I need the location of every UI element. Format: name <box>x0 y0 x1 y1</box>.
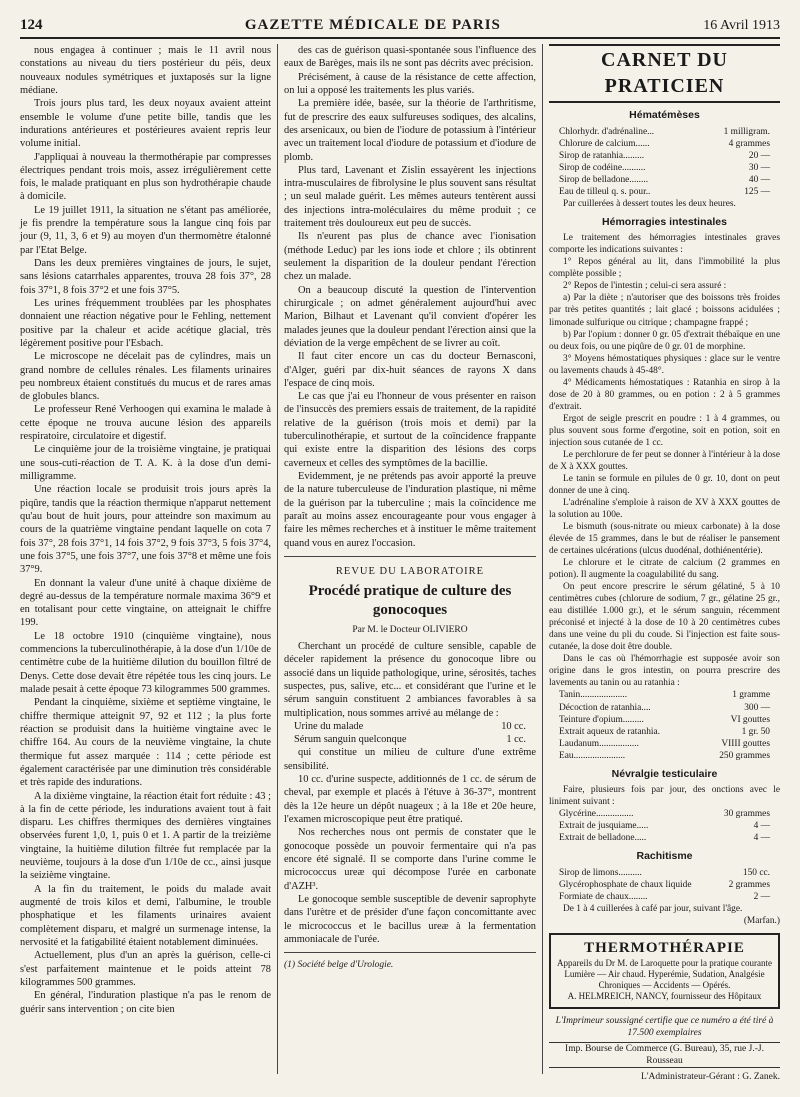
paragraph: Evidemment, je ne prétends pas avoir apporté la preuve de la nature tuberculeuse de l'induration plastique, ni même de la guérison par la tuberculine ; mais la coïncidence me paraît au moins assez encourageante pour vous engager à faire les mêmes recherches et à instituer le même traitement quand vous en aurez l'occasion. <box>284 471 536 549</box>
ingredient-row <box>549 162 780 174</box>
ingredient-qty: VIIII gouttes <box>721 738 770 749</box>
paragraph: Ergot de seigle prescrit en poudre : 1 à 4 grammes, ou plus souvent sous forme d'ergotine, soit en potion, soit en injection sous cutanée de 1 cc. <box>549 413 780 448</box>
ingredient-name: Décoction de ratanhia.... <box>559 702 651 713</box>
ad-line: Chroniques — Accidents — Opérés. <box>598 980 731 991</box>
paragraph: Trois jours plus tard, les deux noyaux avaient atteint ensemble le volume d'une petite bille, tandis que les indurations antérieures et postérieures avaient repris leur volume initial. <box>20 98 271 150</box>
paragraph: nous engagea à continuer ; mais le 11 avril nous constations au niveau du tiers postérieur du péis, deux nouveaux nodules symétriques et juxtaposés sur la ligne médiane. <box>20 45 271 96</box>
paragraph: Les urines fréquemment troublées par les phosphates donnaient une réaction négative pour le Fehling, nettement positive par la chaleur et acide acétique glacial, très légèrement positive pour l'Esbach. <box>20 297 271 349</box>
advertisement <box>549 933 780 1009</box>
imprint-line: L'Imprimeur soussigné certifie que ce numéro a été tiré à 17.500 exemplaires <box>555 1015 774 1038</box>
paragraph: Le cas que j'ai eu l'honneur de vous présenter en raison de l'insuccès des premiers essais de traitement, de la rapidité relative de la guérison (trois mois et demi) par la tuberculinothérapie, et surtout de la coïncidence frappante qui existe entre la disparition des lésions des corps caverneux et celles des symptômes de la bacillie. <box>284 391 536 469</box>
ingredient-row <box>549 714 780 726</box>
article-body <box>284 640 536 720</box>
ingredient-row <box>549 867 780 879</box>
ingredient-row <box>549 832 780 844</box>
paragraph: Le microscope ne décelait pas de cylindres, mais un grand nombre de cellules rénales. Les filaments urinaires peu nombreux étaient constitués du mucus et de rares amas de globules blancs. <box>20 351 271 403</box>
paragraph: Dans le cas où l'hémorrhagie est supposée avoir son origine dans le gros intestin, on pourra prescrire des lavements au tanin ou au ratanhia : <box>549 654 780 689</box>
ingredient-row <box>549 726 780 738</box>
journal-title: GAZETTE MÉDICALE DE PARIS <box>244 17 501 33</box>
ingredient-row <box>549 891 780 903</box>
ingredient-row <box>549 186 780 198</box>
column-divider <box>542 44 543 1074</box>
ingredient-row <box>549 689 780 701</box>
ingredient-name: Urine du malade <box>294 720 364 732</box>
ingredient-qty: 10 cc. <box>501 720 526 732</box>
imprint-line: L'Administrateur-Gérant : G. Zanek. <box>641 1072 780 1083</box>
ingredient-row <box>549 750 780 762</box>
paragraph: 3° Moyens hémostatiques physiques : glace sur le ventre ou lavements chauds à 45-48°. <box>549 353 780 376</box>
ingredient-qty: 125 — <box>744 186 770 197</box>
paragraph: Le gonocoque semble susceptible de devenir saprophyte dans l'urètre et de présider d'une façon concomittante avec le micrococcus et le bacillus ureæ à la fermentation ammoniacale de l'urée. <box>284 893 536 945</box>
ingredient-row <box>549 702 780 714</box>
ingredient-name: Chlorhydr. d'adrénaline... <box>559 126 655 137</box>
paragraph: 10 cc. d'urine suspecte, additionnés de 1 cc. de sérum de cheval, par exemple et placés à l'étuve à 36-37°, montrent dès la 12e heure un dépôt nuageux ; à la 18e et 20e heure, l'examen microscopique peut être pratiqué. <box>284 774 536 826</box>
ingredient-qty: 2 grammes <box>728 879 770 890</box>
section-hemorragies: Hémorragies intestinales <box>602 215 727 228</box>
ingredient-row <box>549 138 780 150</box>
paragraph: Le 19 juillet 1911, la situation ne s'étant pas améliorée, je fis prendre la température sous la langue cinq fois par jour (9, 11, 3, 6 et 9) au moyen d'un thermomètre étalonné par l'Etat Belge. <box>20 204 271 256</box>
paragraph: 2° Repos de l'intestin ; celui-ci sera assuré : <box>563 281 727 292</box>
page-header <box>20 12 780 39</box>
nevralgie-text: Faire, plusieurs fois par jour, des onctions avec le liniment suivant : <box>549 785 780 808</box>
ingredient-row <box>549 174 780 186</box>
column-1 <box>20 44 271 1016</box>
paragraph: Le 18 octobre 1910 (cinquième vingtaine), nous commencions la tuberculinothérapie, à la dose d'un 1/10e de centimètre cube de la huitième dilution du bouillon filtré de Denys. Cette dose devait être répétée tous les cinq jours. Le malade pesait à cette époque 73 kilogrammes 500 grammes. <box>20 630 271 695</box>
ingredient-qty: 40 — <box>748 174 770 185</box>
paragraph: En donnant la valeur d'une unité à chaque dixième de degré au-dessus de la température normale maxima 36°9 et en totalisant pour cette vingtaine, on atteignait le chiffre 199. <box>20 577 271 629</box>
ingredient-name: Eau...................... <box>559 750 626 761</box>
footnote: (1) Société belge d'Urologie. <box>284 960 394 971</box>
paragraph: 4° Médicaments hémostatiques : Ratanhia en sirop à la dose de 20 à 80 grammes, ou en potion : 2 à 5 grammes d'extrait. <box>549 377 780 412</box>
ingredient-qty: 4 — <box>753 821 770 832</box>
paragraph: Le chlorure et le citrate de calcium (2 grammes en potion). Il augmente la coagulabilité du sang. <box>549 558 780 581</box>
carnet-title: CARNET DU PRATICIEN <box>549 44 780 103</box>
paragraph: Le bismuth (sous-nitrate ou mieux carbonate) à la dose élevée de 15 grammes, dans le but de réaliser le pansement de certaines ulcérations (ulcus duodénal, dothiénentérie). <box>549 522 780 557</box>
prescription-list <box>549 808 780 844</box>
prescription-list <box>549 689 780 761</box>
ingredient-qty: 1 gr. 50 <box>741 726 770 737</box>
ingredient-name: Extrait aqueux de ratanhia. <box>559 726 660 737</box>
paragraph: qui constitue un milieu de culture d'une extrême sensibilité. <box>284 747 536 772</box>
ingredient-name: Sirop de belladone........ <box>559 174 649 185</box>
paragraph: On peut encore prescrire le sérum gélatiné, 5 à 10 centimètres cubes (chlorure de sodium, 7 gr., gélatine 25 gr., eau distillée 1.000 gr.), et le sérum sanguin, récemment préconisé et injecté à la dose de 10 à 20 centimètres cubes dans une veine du pli du coude. Si l'injection est faite sous-cutanée, la dose doit être double. <box>549 582 780 653</box>
prescription-note: Par cuillerées à dessert toutes les deux heures. <box>563 198 736 209</box>
paragraph: 1° Repos général au lit, dans l'immobilité la plus complète possible ; <box>549 257 780 280</box>
ingredient-row <box>284 733 536 746</box>
ingredient-name: Tanin.................... <box>559 690 628 701</box>
ad-brand: THERMOTHÉRAPIE <box>584 939 745 956</box>
ingredient-name: Glycérophosphate de chaux liquide <box>559 879 692 890</box>
signature: (Marfan.) <box>743 915 780 926</box>
paragraph: Le tanin se formule en pilules de 0 gr. 10, dont on peut donner de une à cinq. <box>549 473 780 496</box>
section-hematemeses: Hématémèses <box>629 109 700 122</box>
ingredient-qty: 4 grammes <box>728 138 770 149</box>
imprint-line: Imp. Bourse de Commerce (G. Bureau), 35, rue J.-J. Rousseau <box>549 1042 780 1068</box>
ingredient-name: Sirop de ratanhia......... <box>559 150 645 161</box>
paragraph: Une réaction locale se produisit trois jours après la piqûre, tandis que la réaction thermique n'apparut nettement qu'au bout de huit jours, pour atteindre son maximum au cours de la quatrième vingtaine pendant laquelle on cota 7 fois 37°, 28 fois 37°1, 14 fois 37°2, 9 fois 37°3, 5 fois 37°4, une fois 37°5, une fois 37°7, une fois 37°8 et même une fois 37°9. <box>20 484 271 576</box>
paragraph: Le professeur René Verhoogen qui examina le malade à cette époque ne trouva aucune lésion des appareils respiratoire, circulatoire et digestif. <box>20 404 271 443</box>
ingredient-qty: 150 cc. <box>742 867 770 878</box>
ingredient-name: Glycérine................ <box>559 809 634 820</box>
section-title: REVUE DU LABORATOIRE <box>335 565 485 577</box>
ingredient-name: Sirop de limons.......... <box>559 867 642 878</box>
ingredient-qty: 2 — <box>753 891 770 902</box>
ingredient-row <box>549 150 780 162</box>
paragraph: A la dixième vingtaine, la réaction était fort réduite : 43 ; à la fin de cette période, les indurations avaient tout à fait disparu. Les chiffres thermiques des dernières vingtaines observées furent 1,0, 1, puis 0 et 1. A partir de la treizième vingtaine, la huitième dilution filtrée fut remplacée par la neuvième, toujours à la dose d'un 1/10e de cc., ainsi jusque la seizième vingtaine. <box>20 790 271 882</box>
ingredient-qty: 1 cc. <box>506 734 526 746</box>
paragraph: Il faut citer encore un cas du docteur Bernasconi, d'Alger, guéri par dix-huit séances de rayons X dans l'espace de cinq mois. <box>284 351 536 389</box>
paragraph: Pendant la cinquième, sixième et septième vingtaine, le chiffre thermique atteignit 97, 92 et 112 ; la plus forte réaction se produisit dans la huitième vingtaine avec le chiffre 164. Au cours de la neuvième vingtaine, la chute thermique fut assez marquée : 114 ; cette période est également caractérisée par une diminution très considérable et très rapide des indurations. <box>20 697 271 789</box>
ad-line: Lumière — Air chaud. Hyperémie, Sudation, Analgésie <box>564 968 765 979</box>
ingredient-row <box>549 820 780 832</box>
prescription-list <box>549 126 780 198</box>
paragraph: La première idée, basée, sur la théorie de l'arthritisme, fut de prescrire des eaux sulfureuses sodiques, des alcalins, des arsenicaux, ou bien de l'iodure de potassium à l'intérieur avec un traitement local d'iodure de potassium et d'iodure de plomb. <box>284 98 536 163</box>
paragraph: On a beaucoup discuté la question de l'intervention chirurgicale ; on admet généralement aujourd'hui avec Marion, Bilhaut et Lavenant qu'il convient d'opérer les malades jeunes que la douleur pendant l'érection ainsi que la déviation de la verge empêchent de se livrer au coït. <box>284 284 536 349</box>
ingredient-qty: 4 — <box>753 833 770 844</box>
ad-line: A. HELMREICH, NANCY, fournisseur des Hôpitaux <box>567 991 762 1002</box>
paragraph: b) Par l'opium : donner 0 gr. 05 d'extrait thébaïque en une ou deux fois, ou une piqûre de 0 gr. 01 de morphine. <box>549 329 780 352</box>
ingredient-qty: 20 — <box>748 150 770 161</box>
column-divider <box>277 44 278 1074</box>
ingredient-qty: 30 — <box>748 162 770 173</box>
ingredient-name: Laudanum................. <box>559 738 639 749</box>
column-2 <box>284 44 536 971</box>
paragraph: Le perchlorure de fer peut se donner à l'intérieur à la dose de X à XXX gouttes. <box>549 449 780 472</box>
paragraph: Actuellement, plus d'un an après la guérison, celle-ci s'est parfaitement maintenue et le poids atteint 78 kilogrammes 500 grammes. <box>20 950 271 988</box>
prescription-list <box>549 867 780 903</box>
ingredient-row <box>284 720 536 733</box>
paragraph: Le cinquième jour de la troisième vingtaine, je pratiquai une sous-cuti-réaction de T. A. K. à la dose d'un demi-milligramme. <box>20 444 271 482</box>
paragraph: A la fin du traitement, le poids du malade avait augmenté de trois kilos et demi, l'albumine, le trouble phosphatique et les filaments urinaires avaient complètement disparu, et malgré un surmenage intense, la nervosité et la fatigabilité étaient notablement diminuées. <box>20 883 271 948</box>
column-3 <box>549 44 780 1083</box>
paragraph: Nos recherches nous ont permis de constater que le gonocoque possède un pouvoir fermentaire qui n'a pas encore été signalé. Il se comporte dans l'urine comme le micrococcus ureæ qui décompose l'urée en carbonate d'AZH³. <box>284 827 536 892</box>
ingredient-name: Extrait de belladone..... <box>559 833 647 844</box>
paragraph: J'appliquai à nouveau la thermothérapie par compresses électriques pendant trois mois, assez irrégulièrement cette fois, le malade pratiquant en plus son hydrothérapie chaude à domicile. <box>20 151 271 203</box>
paragraph: a) Par la diète ; n'autoriser que des boissons très froides par très petites quantités ; lait glacé ; boissons acidulées ; limonade sulfurique ou citrique ; champagne frappé ; <box>549 293 780 328</box>
hemorragies-text <box>549 232 780 689</box>
ingredient-name: Extrait de jusquiame..... <box>559 821 649 832</box>
paragraph: Le traitement des hémorragies intestinales graves comporte les indications suivantes : <box>549 233 780 256</box>
paragraph: Cherchant un procédé de culture sensible, capable de déceler rapidement la présence du gonocoque libre ou associé dans un liquide pathologique, urine, sérosités, taches suspectes, pus, salive, etc... et considérant que l'urine et le sérum sanguin constituent 2 ambiances favorables à sa multiplication, nous sommes arrivé au mélange de : <box>284 640 536 719</box>
ingredient-name: Teinture d'opium......... <box>559 714 644 725</box>
paragraph: En général, l'induration plastique n'a pas le renom de guérir sans intervention ; on cite bien <box>20 990 271 1015</box>
ingredient-row <box>549 808 780 820</box>
paragraph: Précisément, à cause de la résistance de cette affection, on lui a opposé les traitements les plus variés. <box>284 71 536 96</box>
ingredient-qty: 300 — <box>744 702 770 713</box>
article-body-cont <box>284 746 536 946</box>
divider <box>284 952 536 953</box>
ingredient-name: Sérum sanguin quelconque <box>294 734 407 746</box>
page-number: 124 <box>20 17 43 33</box>
paragraph: Ils n'eurent pas plus de chance avec l'ionisation (méthode Leduc) par les ions iode et chlore ; ils obtinrent seulement la disparition de la douleur pendant l'érection chez un malade. <box>284 231 536 283</box>
ingredient-name: Sirop de codéine.......... <box>559 162 646 173</box>
ingredient-name: Chlorure de calcium...... <box>559 138 650 149</box>
ingredient-qty: 30 grammes <box>723 809 770 820</box>
paragraph: Dans les deux premières vingtaines de jours, le sujet, sans lésions catarrhales apparentes, trouva 28 fois 37°, 28 fois 37°1, 8 fois 37°2 et une fois 37°5. <box>20 258 271 296</box>
ingredient-row <box>549 126 780 138</box>
ingredient-qty: VI gouttes <box>730 714 770 725</box>
section-rachitisme: Rachitisme <box>636 850 693 863</box>
ingredient-qty: 1 gramme <box>732 690 770 701</box>
ingredient-row <box>549 879 780 891</box>
section-nevralgie: Névralgie testiculaire <box>611 767 718 780</box>
article-continuation <box>284 44 536 550</box>
imprint <box>549 1015 780 1084</box>
ingredient-name: Eau de tilleul q. s. pour.. <box>559 186 651 197</box>
paragraph: Plus tard, Lavenant et Zislin essayèrent les injections intra-musculaires de fibrolysine le plus souvent sans résultat ; un seul malade guérit. Les mêmes auteurs tentèrent aussi des injections intra-moléculaires du même produit ; ce traitement très douloureux eut peu de succès. <box>284 164 536 230</box>
article-byline: Par M. le Docteur OLIVIERO <box>352 624 468 635</box>
paragraph: des cas de guérison quasi-spontanée sous l'influence des eaux de Barèges, mais ils ne sont pas décrits avec précision. <box>284 45 536 70</box>
rachitisme-note: De 1 à 4 cuillerées à café par jour, suivant l'âge. <box>563 903 743 914</box>
ad-line: Appareils du Dr M. de Laroquette pour la pratique courante <box>557 957 772 968</box>
ingredient-name: Formiate de chaux........ <box>559 891 648 902</box>
ingredient-row <box>549 738 780 750</box>
ingredient-qty: 1 milligram. <box>723 126 770 137</box>
ingredient-qty: 250 grammes <box>719 750 770 761</box>
divider <box>284 556 536 557</box>
paragraph: L'adrénaline s'emploie à raison de XV à XXX gouttes de la solution au 100e. <box>549 497 780 520</box>
article-title: Procédé pratique de culture des gonocoques <box>308 583 512 619</box>
mixture-list <box>284 720 536 747</box>
issue-date: 16 Avril 1913 <box>703 18 780 33</box>
